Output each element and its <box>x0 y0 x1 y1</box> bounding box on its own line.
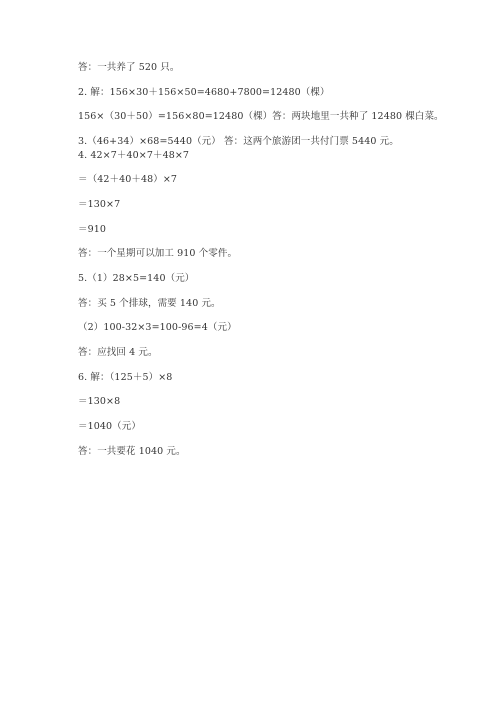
problem-2-solution: 2. 解：156×30＋156×50=4680+7800=12480（棵） <box>78 87 330 98</box>
problem-5-part-1: 5.（1）28×5=140（元） <box>78 273 195 284</box>
problem-6-step-2: ＝1040（元） <box>78 421 141 432</box>
problem-6-solution: 6. 解：（125＋5）×8 <box>78 372 173 383</box>
problem-3-solution: 3.（46+34）×68=5440（元） 答：这两个旅游团一共付门票 5440 元。 <box>78 136 399 147</box>
problem-4-step-3: ＝910 <box>78 224 107 235</box>
problem-5-answer-2: 答：应找回 4 元。 <box>78 347 158 358</box>
problem-4-answer: 答：一个星期可以加工 910 个零件。 <box>78 248 238 259</box>
problem-5-answer-1: 答：买 5 个排球，需要 140 元。 <box>78 298 221 309</box>
problem-6-step-1: ＝130×8 <box>78 396 121 407</box>
problem-4-expression: 4. 42×7＋40×7＋48×7 <box>78 150 190 161</box>
problem-6-answer: 答：一共要花 1040 元。 <box>78 446 186 457</box>
problem-5-part-2: （2）100-32×3=100-96=4（元） <box>78 322 237 333</box>
problem-4-step-2: ＝130×7 <box>78 199 121 210</box>
problem-4-step-1: ＝（42＋40＋48）×7 <box>78 174 178 185</box>
answer-line-1: 答：一共养了 520 只。 <box>78 62 180 73</box>
problem-2-alt-answer: 156×（30＋50）=156×80=12480（棵）答：两块地里一共种了 12480 棵白菜。 <box>78 111 444 122</box>
